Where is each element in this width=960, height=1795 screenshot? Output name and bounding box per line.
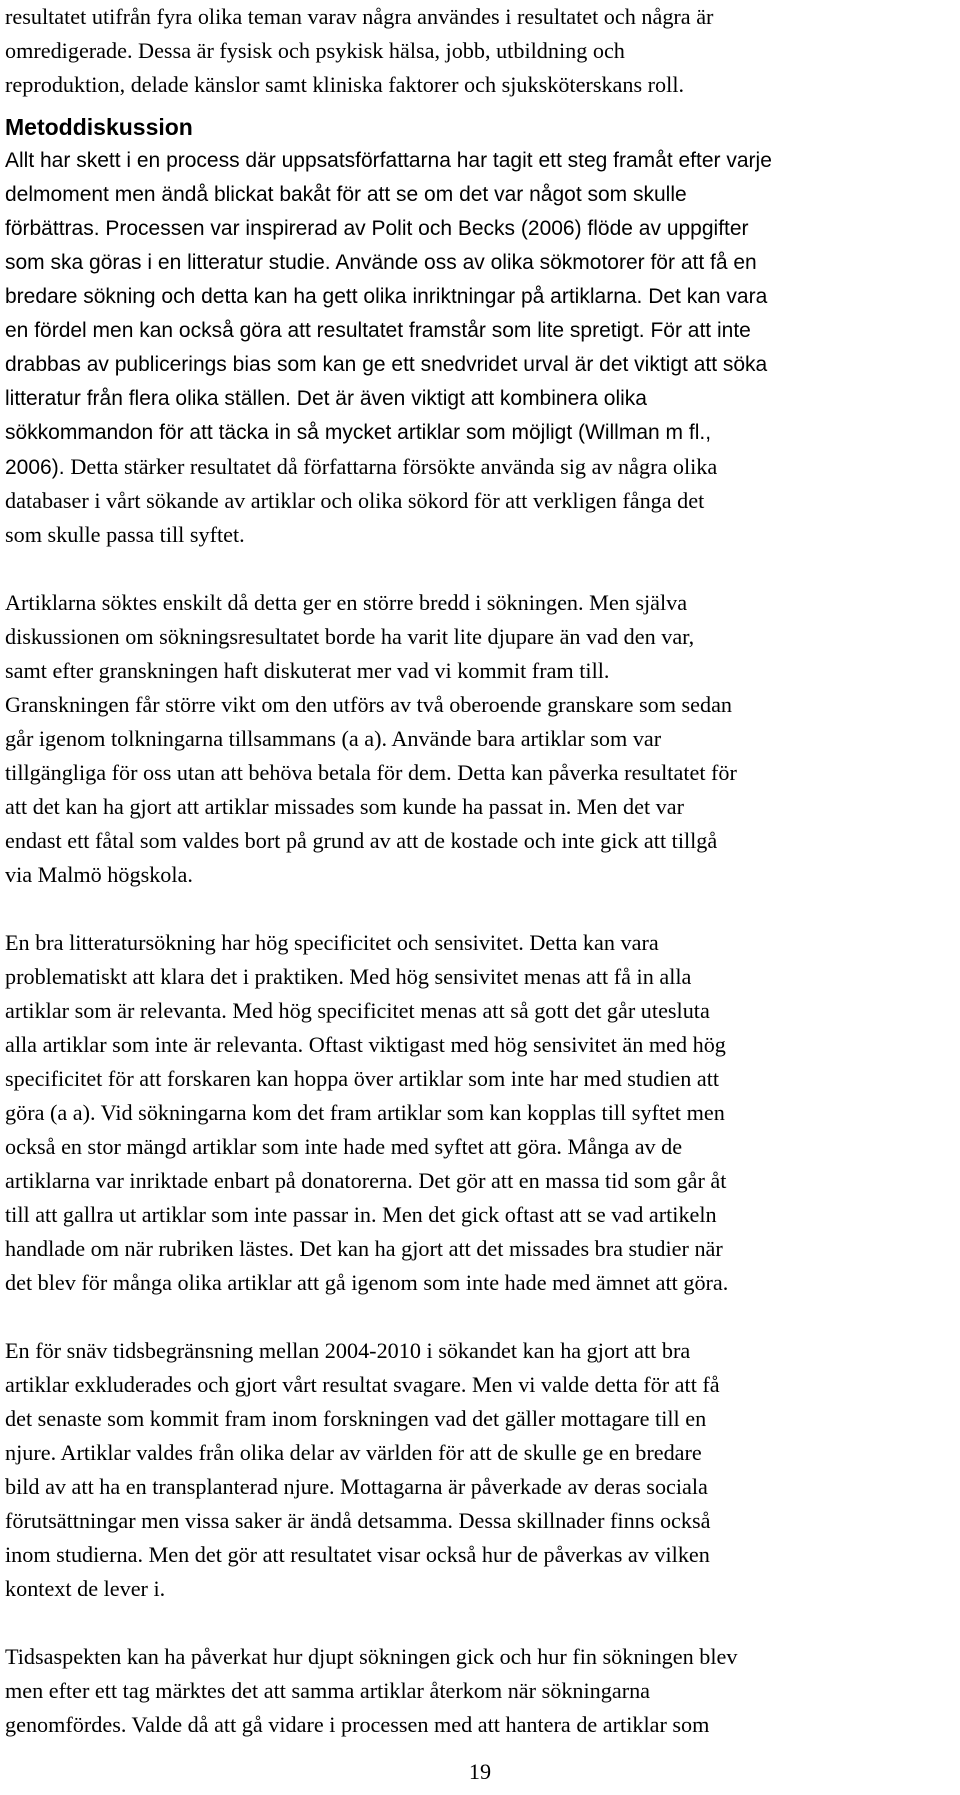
text-line (5, 382, 957, 416)
text-run: kontext de lever i. (5, 1576, 166, 1601)
text-line (5, 1402, 957, 1436)
text-line: omredigerade. Dessa är fysisk och psykisk hälsa, jobb, utbildning och (5, 38, 625, 63)
text-run: göra (a a). Vid sökningarna kom det fram artiklar som kan kopplas till syftet men (5, 1100, 725, 1125)
text-line (5, 1198, 957, 1232)
text-run: som skulle passa till syftet. (5, 522, 245, 547)
text-run: njure. Artiklar valdes från olika delar av världen för att de skulle ge en bredare (5, 1440, 702, 1465)
text-run: till att gallra ut artiklar som inte passar in. Men det gick oftast att se vad artikeln (5, 1202, 717, 1227)
text-run: förutsättningar men vissa saker är ändå detsamma. Dessa skillnader finns också (5, 1508, 711, 1533)
text-line (5, 1334, 957, 1368)
text-line: resultatet utifrån fyra olika teman varav några användes i resultatet och några är (5, 4, 714, 29)
text-line (5, 824, 957, 858)
text-line (5, 1504, 957, 1538)
text-line (5, 1164, 957, 1198)
section-heading: Metoddiskussion (5, 114, 193, 140)
text-line (5, 1028, 957, 1062)
text-line (5, 722, 957, 756)
text-run: Granskningen får större vikt om den utförs av två oberoende granskare som sedan (5, 692, 733, 717)
text-run: bild av att ha en transplanterad njure. Mottagarna är påverkade av deras sociala (5, 1474, 708, 1499)
text-run: bredare sökning och detta kan ha gett olika inriktningar på artiklarna. Det kan vara (5, 285, 768, 308)
text-line (5, 1368, 957, 1402)
text-line (5, 1266, 957, 1300)
intro-paragraph (5, 0, 957, 102)
text-run: via Malmö högskola. (5, 862, 193, 887)
text-run: diskussionen om sökningsresultatet borde ha varit lite djupare än vad den var, (5, 624, 695, 649)
text-line (5, 1470, 957, 1504)
paragraph (5, 1640, 957, 1742)
text-run: Tidsaspekten kan ha påverkat hur djupt sökningen gick och hur fin sökningen blev (5, 1644, 738, 1669)
text-run: specificitet för att forskaren kan hoppa över artiklar som inte har med studien att (5, 1066, 720, 1091)
text-run: delmoment men ändå blickat bakåt för att se om det var något som skulle (5, 183, 687, 206)
text-line (5, 314, 957, 348)
text-line (5, 994, 957, 1028)
text-line (5, 1572, 957, 1606)
text-run: artiklarna var inriktade enbart på donatorerna. Det gör att en massa tid som går åt (5, 1168, 727, 1193)
text-line (5, 1708, 957, 1742)
text-run: samt efter granskningen haft diskuterat mer vad vi kommit fram till. (5, 658, 610, 683)
text-line (5, 1232, 957, 1266)
text-run: En för snäv tidsbegränsning mellan 2004-2010 i sökandet kan ha gjort att bra (5, 1338, 691, 1363)
body-paragraphs (5, 144, 957, 1742)
text-run: artiklar som är relevanta. Med hög specificitet menas att så gott det går utesluta (5, 998, 710, 1023)
text-run: tillgängliga för oss utan att behöva betala för dem. Detta kan påverka resultatet för (5, 760, 737, 785)
text-run: Allt har skett i en process där uppsatsförfattarna har tagit ett steg framåt efter varje (5, 149, 772, 172)
text-line (5, 1674, 957, 1708)
text-line (5, 416, 957, 450)
text-line (5, 518, 957, 552)
text-run: alla artiklar som inte är relevanta. Oftast viktigast med hög sensivitet än med hög (5, 1032, 726, 1057)
document-page (5, 0, 957, 1742)
text-run: inom studierna. Men det gör att resultatet visar också hur de påverkas av vilken (5, 1542, 710, 1567)
text-line (5, 1436, 957, 1470)
text-line (5, 926, 957, 960)
text-run: också en stor mängd artiklar som inte hade med syftet att göra. Många av de (5, 1134, 683, 1159)
text-line (5, 586, 957, 620)
text-run: som ska göras i en litteratur studie. Använde oss av olika sökmotorer för att få en (5, 251, 757, 274)
text-line (5, 1130, 957, 1164)
page-number: 19 (468, 1759, 492, 1784)
text-run: databaser i vårt sökande av artiklar och olika sökord för att verkligen fånga det (5, 488, 705, 513)
text-run: en fördel men kan också göra att resultatet framstår som lite spretigt. För att inte (5, 319, 751, 342)
paragraph (5, 586, 957, 892)
text-line (5, 654, 957, 688)
text-run: att det kan ha gjort att artiklar missades som kunde ha passat in. Men det var (5, 794, 685, 819)
text-line (5, 178, 957, 212)
text-run: genomfördes. Valde då att gå vidare i processen med att hantera de artiklar som (5, 1712, 710, 1737)
text-run: endast ett fåtal som valdes bort på grund av att de kostade och inte gick att tillgå (5, 828, 718, 853)
text-line (5, 1096, 957, 1130)
text-run: artiklar exkluderades och gjort vårt resultat svagare. Men vi valde detta för att få (5, 1372, 720, 1397)
text-run: Detta stärker resultatet då författarna försökte använda sig av några olika (70, 454, 718, 479)
text-line (5, 246, 957, 280)
text-line (5, 620, 957, 654)
text-line (5, 348, 957, 382)
text-run: förbättras. Processen var inspirerad av Polit och Becks (2006) flöde av uppgifter (5, 217, 749, 240)
text-run: det blev för många olika artiklar att gå igenom som inte hade med ämnet att göra. (5, 1270, 729, 1295)
text-run: drabbas av publicerings bias som kan ge ett snedvridet urval är det viktigt att söka (5, 353, 768, 376)
text-run: sökkommandon för att täcka in så mycket artiklar som möjligt (Willman m fl., (5, 421, 712, 444)
text-line (5, 1538, 957, 1572)
text-line (5, 144, 957, 178)
text-run: 2006). (5, 456, 71, 479)
text-line (5, 1062, 957, 1096)
text-line (5, 790, 957, 824)
text-line (5, 1640, 957, 1674)
text-run: men efter ett tag märktes det att samma artiklar återkom när sökningarna (5, 1678, 651, 1703)
paragraph (5, 144, 957, 552)
paragraph (5, 1334, 957, 1606)
text-run: går igenom tolkningarna tillsammans (a a). Använde bara artiklar som var (5, 726, 662, 751)
text-run: En bra litteratursökning har hög specificitet och sensivitet. Detta kan vara (5, 930, 659, 955)
text-line (5, 484, 957, 518)
text-run: Artiklarna söktes enskilt då detta ger en större bredd i sökningen. Men själva (5, 590, 688, 615)
text-line (5, 280, 957, 314)
text-run: handlade om när rubriken lästes. Det kan ha gjort att det missades bra studier när (5, 1236, 723, 1261)
text-line: reproduktion, delade känslor samt kliniska faktorer och sjuksköterskans roll. (5, 72, 685, 97)
paragraph (5, 926, 957, 1300)
text-line (5, 450, 957, 484)
text-line (5, 756, 957, 790)
text-run: litteratur från flera olika ställen. Det är även viktigt att kombinera olika (5, 387, 647, 410)
text-line (5, 212, 957, 246)
text-line (5, 858, 957, 892)
text-line (5, 960, 957, 994)
text-line (5, 688, 957, 722)
text-run: problematiskt att klara det i praktiken. Med hög sensivitet menas att få in alla (5, 964, 692, 989)
text-run: det senaste som kommit fram inom forskningen vad det gäller mottagare till en (5, 1406, 707, 1431)
